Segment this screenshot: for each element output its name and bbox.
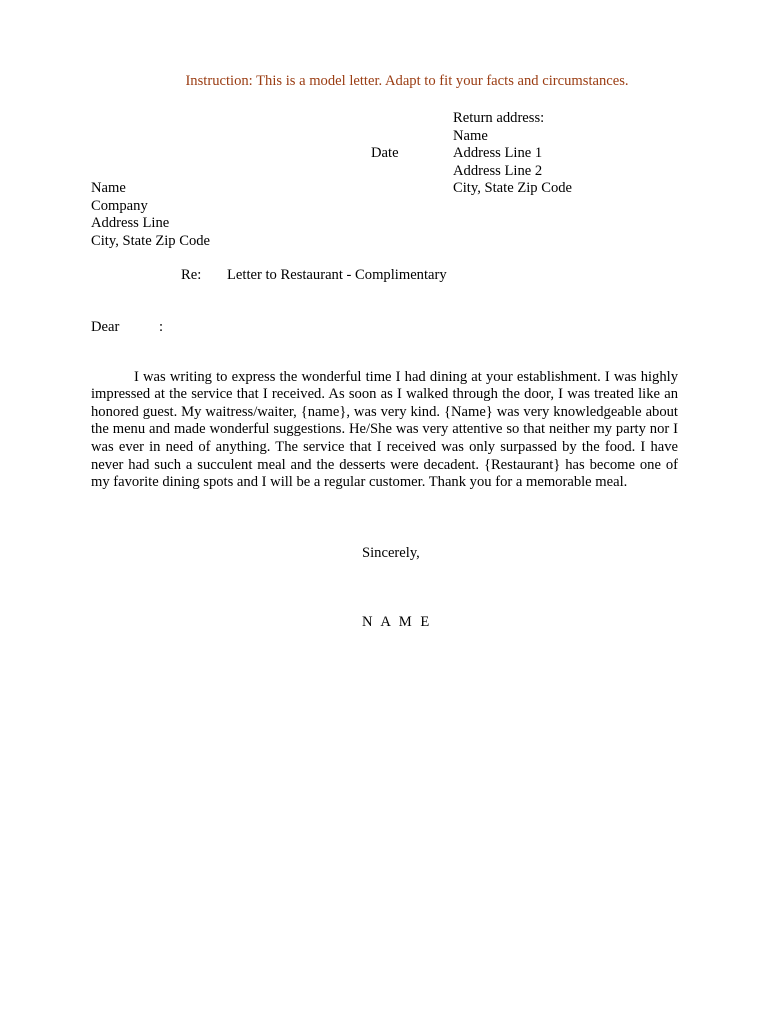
signature-name: N A M E xyxy=(362,614,432,630)
recipient-address: Address Line xyxy=(91,215,170,231)
letter-body: I was writing to express the wonderful time I had dining at your establishment. I was highly impressed at the service that I received. As soon as I walked through the door, I was treated like an honored guest. My waitress/waiter, {name}, was very kind. {Name} was very knowledgeable about the menu and made wonderful suggestions. He/She was very attentive so that neither my party nor I was ever in need of anything. The service that I received was only surpassed by the food. I have never had such a succulent meal and the desserts were decadent. {Restaurant} has become one of my favorite dining spots and I will be a regular customer. Thank you for a memorable meal. xyxy=(91,368,678,491)
return-address-name: Name xyxy=(453,127,488,144)
return-address-city-state-zip: City, State Zip Code xyxy=(453,180,573,196)
return-address-line2: Address Line 2 xyxy=(453,162,543,179)
recipient-name: Name xyxy=(91,180,126,196)
instruction-note: Instruction: This is a model letter. Adapt to fit your facts and circumstances. xyxy=(185,73,629,89)
return-address-line1: Address Line 1 xyxy=(453,145,543,161)
re-label: Re: xyxy=(181,267,202,283)
recipient-address-block xyxy=(91,180,210,250)
re-subject: Letter to Restaurant - Complimentary xyxy=(227,267,447,283)
closing: Sincerely, xyxy=(362,545,420,561)
return-address-block xyxy=(453,110,572,198)
salutation-dear: Dear xyxy=(91,319,120,335)
recipient-company: Company xyxy=(91,197,148,214)
salutation-colon: : xyxy=(159,319,164,335)
recipient-city-state-zip: City, State Zip Code xyxy=(91,232,211,249)
return-address-label: Return address: xyxy=(453,110,545,126)
letter-date: Date xyxy=(371,145,399,161)
